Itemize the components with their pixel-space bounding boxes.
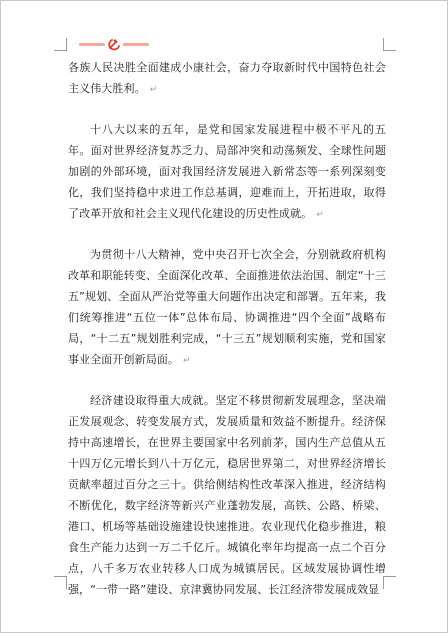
margin-corner-bottom-left bbox=[54, 576, 67, 589]
paragraph-text: 各族人民决胜全面建成小康社会，奋力夺取新时代中国特色社会主义伟大胜利。 bbox=[68, 61, 386, 95]
header-logo bbox=[79, 37, 151, 51]
paragraph-text: 十八大以来的五年，是党和国家发展进程中极不平凡的五年。面对世界经济复苏乏力、局部冲突和动荡频发、全球性问题加剧的外部环境，面对我国经济发展进入新常态等一系列深刻变化，我们坚持稳中求进工作总基调，迎难而上，开拓进取，取得了改革开放和社会主义现代化建设的历史性成就。 bbox=[68, 123, 386, 220]
paragraph bbox=[68, 57, 386, 101]
paragraph-text: 经济建设取得重大成就。坚定不移贯彻新发展理念，坚决端正发展观念、转变发展方式，发展质量和效益不断提升。经济保持中高速增长，在世界主要国家中名列前茅，国内生产总值从五十四万亿元增长到八十万亿元，稳居世界第二，对世界经济增长贡献率超过百分之三十。供给侧结构性改革深入推进，经济结构不断优化，数字经济等新兴产业蓬勃发展，高铁、公路、桥梁、港口、机场等基础设施建设快速推进。农业现代化稳步推进，粮食生产能力达到一万二千亿斤。城镇化率年均提高一点二个百分点，八千多万农业转移人口成为城镇居民。区域发展协调性增强，“一带一路”建设、京津冀协同发展、长江经济带发展成效显 bbox=[68, 394, 386, 596]
header-bar-left bbox=[79, 43, 105, 46]
paragraph bbox=[68, 244, 386, 372]
paragraph-mark: ↵ bbox=[183, 356, 191, 366]
margin-corner-top-right bbox=[383, 38, 396, 51]
paragraph bbox=[68, 119, 386, 226]
paragraph-mark: ↵ bbox=[149, 85, 158, 95]
paragraph bbox=[68, 390, 386, 600]
document-body[interactable] bbox=[68, 57, 386, 618]
party-emblem-icon bbox=[107, 37, 121, 51]
paragraph-mark: ↵ bbox=[316, 210, 324, 220]
paragraph-text: 为贯彻十八大精神，党中央召开七次全会，分别就政府机构改革和职能转变、全面深化改革、全面推进依法治国、制定“十三五”规划、全面从严治党等重大问题作出决定和部署。五年来，我们统筹推进“五位一体”总体布局、协调推进“四个全面”战略布局，“十二五”规划胜利完成，“十三五”规划顺利实施，党和国家事业全面开创新局面。 bbox=[68, 248, 386, 366]
header-bar-right bbox=[123, 43, 149, 46]
margin-corner-top-left bbox=[54, 38, 67, 51]
